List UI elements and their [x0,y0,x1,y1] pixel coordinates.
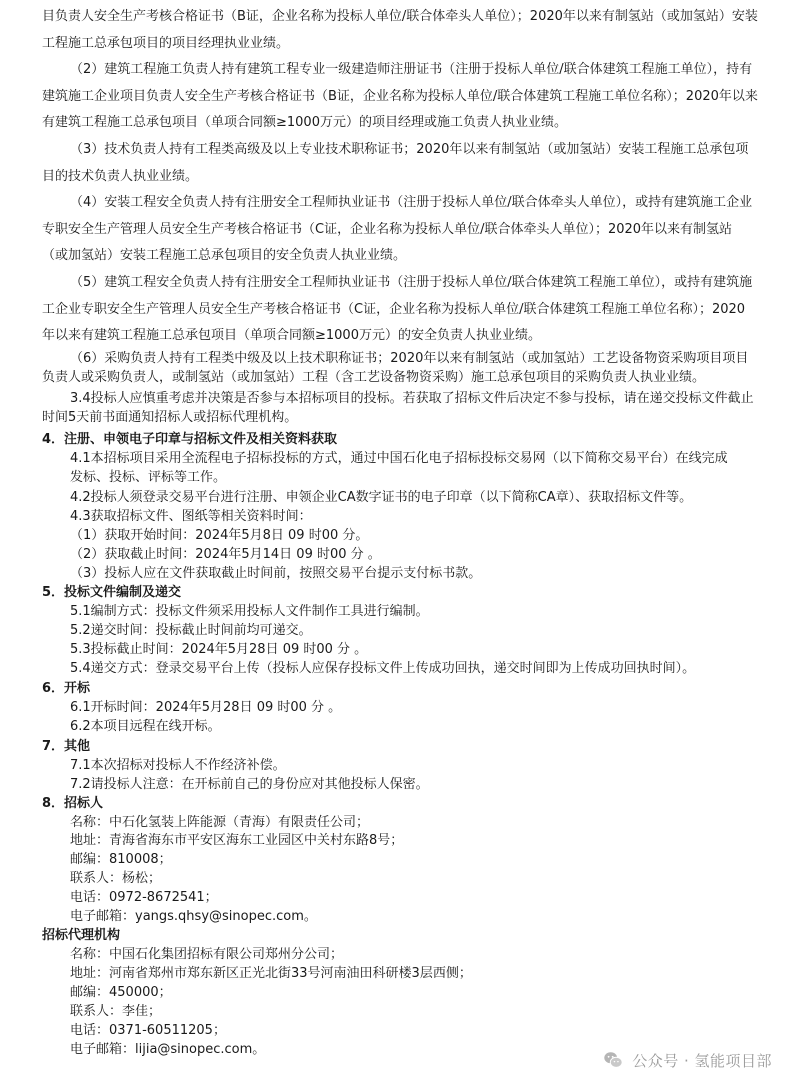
section-4-3-3: （3）投标人应在文件获取截止时间前，按照交易平台提示支付标书款。 [70,566,482,581]
paragraph-3: （3）技术负责人持有工程类高级及以上专业技术职称证书；2020年以来有制氢站（或加氢站）安装工程施工总承包项目的技术负责人执业业绩。 [42,142,749,184]
wechat-watermark [602,1046,772,1074]
paragraph-3-4: 3.4投标人应慎重考虑并决策是否参与本招标项目的投标。若获取了招标文件后决定不参与投标，请在递交投标文件截止时间5天前书面通知招标人或招标代理机构。 [42,391,754,425]
wechat-icon [602,1049,624,1071]
tenderer-contact: 联系人：杨松； [70,871,162,886]
section-6-heading: 6．开标 [42,681,91,696]
section-7-1: 7.1本次招标对投标人不作经济补偿。 [70,758,286,773]
tenderer-email: 电子邮箱：yangs.qhsy@sinopec.com。 [70,909,317,924]
paragraph-6: （6）采购负责人持有工程类中级及以上技术职称证书；2020年以来有制氢站（或加氢站）工艺设备物资采购项目项目负责人或采购负责人，或制氢站（或加氢站）工程（含工艺设备物资采购）施工总承包项目的采购负责人执业业绩。 [42,351,749,385]
tenderer-postcode: 邮编：810008； [70,852,172,867]
agency-email: 电子邮箱：lijia@sinopec.com。 [70,1042,266,1057]
agency-contact: 联系人：李佳； [70,1004,162,1019]
section-5-2: 5.2递交时间：投标截止时间前均可递交。 [70,623,312,638]
section-6-1: 6.1开标时间：2024年5月28日 09 时00 分 。 [70,700,342,715]
section-4-2: 4.2投标人须登录交易平台进行注册、申领企业CA数字证书的电子印章（以下简称CA章）、获取招标文件等。 [70,490,693,505]
tenderer-phone: 电话：0972-8672541； [70,890,218,905]
paragraph-5: （5）建筑工程安全负责人持有注册安全工程师执业证书（注册于投标人单位/联合体建筑工程施工单位），或持有建筑施工企业专职安全生产管理人员安全生产考核合格证书（C证，企业名称为投标人单位/联合体建筑工程施工单位名称）；2020年以来有建筑工程施工总承包项目（单项合同额≥1000万元）的安全负责人执业业绩。 [42,275,753,343]
section-4-heading: 4．注册、申领电子印章与招标文件及相关资料获取 [42,432,338,447]
tenderer-name: 名称：中石化氢装上阵能源（青海）有限责任公司； [70,815,370,830]
paragraph-2: （2）建筑工程施工负责人持有建筑工程专业一级建造师注册证书（注册于投标人单位/联合体建筑工程施工单位），持有建筑施工企业项目负责人安全生产考核合格证书（B证，企业名称为投标人单位/联合体建筑工程施工单位名称）；2020年以来有建筑工程施工总承包项目（单项合同额≥1000万元）的项目经理或施工负责人执业业绩。 [42,62,758,130]
section-6-2: 6.2本项目远程在线开标。 [70,719,221,734]
section-5-4: 5.4递交方式：登录交易平台上传（投标人应保存投标文件上传成功回执，递交时间即为上传成功回执时间）。 [70,661,696,676]
agency-heading: 招标代理机构 [42,928,121,943]
section-4-1: 4.1本招标项目采用全流程电子招标投标的方式，通过中国石化电子招标投标交易网（以下简称交易平台）在线完成发标、投标、评标等工作。 [70,451,728,485]
section-5-3: 5.3投标截止时间：2024年5月28日 09 时00 分 。 [70,642,368,657]
section-4-3-2: （2）获取截止时间：2024年5月14日 09 时00 分 。 [70,547,381,562]
section-7-2: 7.2请投标人注意：在开标前自己的身份应对其他投标人保密。 [70,777,429,792]
section-4-3-1: （1）获取开始时间：2024年5月8日 09 时00 分。 [70,528,369,543]
section-4-3: 4.3获取招标文件、图纸等相关资料时间： [70,509,312,524]
paragraph-1-continued: 目负责人安全生产考核合格证书（B证，企业名称为投标人单位/联合体牵头人单位）；2020年以来有制氢站（或加氢站）安装工程施工总承包项目的项目经理执业业绩。 [42,9,758,51]
section-7-heading: 7．其他 [42,739,91,754]
section-5-1: 5.1编制方式：投标文件须采用投标人文件制作工具进行编制。 [70,604,429,619]
section-8-heading: 8．招标人 [42,796,104,811]
agency-name: 名称：中国石化集团招标有限公司郑州分公司； [70,947,344,962]
paragraph-4: （4）安装工程安全负责人持有注册安全工程师执业证书（注册于投标人单位/联合体牵头人单位），或持有建筑施工企业专职安全生产管理人员安全生产考核合格证书（C证，企业名称为投标人单位/联合体牵头人单位）；2020年以来有制氢站（或加氢站）安装工程施工总承包项目的安全负责人执业业绩。 [42,195,753,263]
agency-phone: 电话：0371-60511205； [70,1023,226,1038]
agency-postcode: 邮编：450000； [70,985,172,1000]
section-5-heading: 5．投标文件编制及递交 [42,585,182,600]
watermark-text: 公众号 · 氢能项目部 [632,1051,772,1070]
agency-address: 地址：河南省郑州市郑东新区正光北街33号河南油田科研楼3层西侧； [70,966,472,981]
tenderer-address: 地址：青海省海东市平安区海东工业园区中关村东路8号； [70,833,404,848]
